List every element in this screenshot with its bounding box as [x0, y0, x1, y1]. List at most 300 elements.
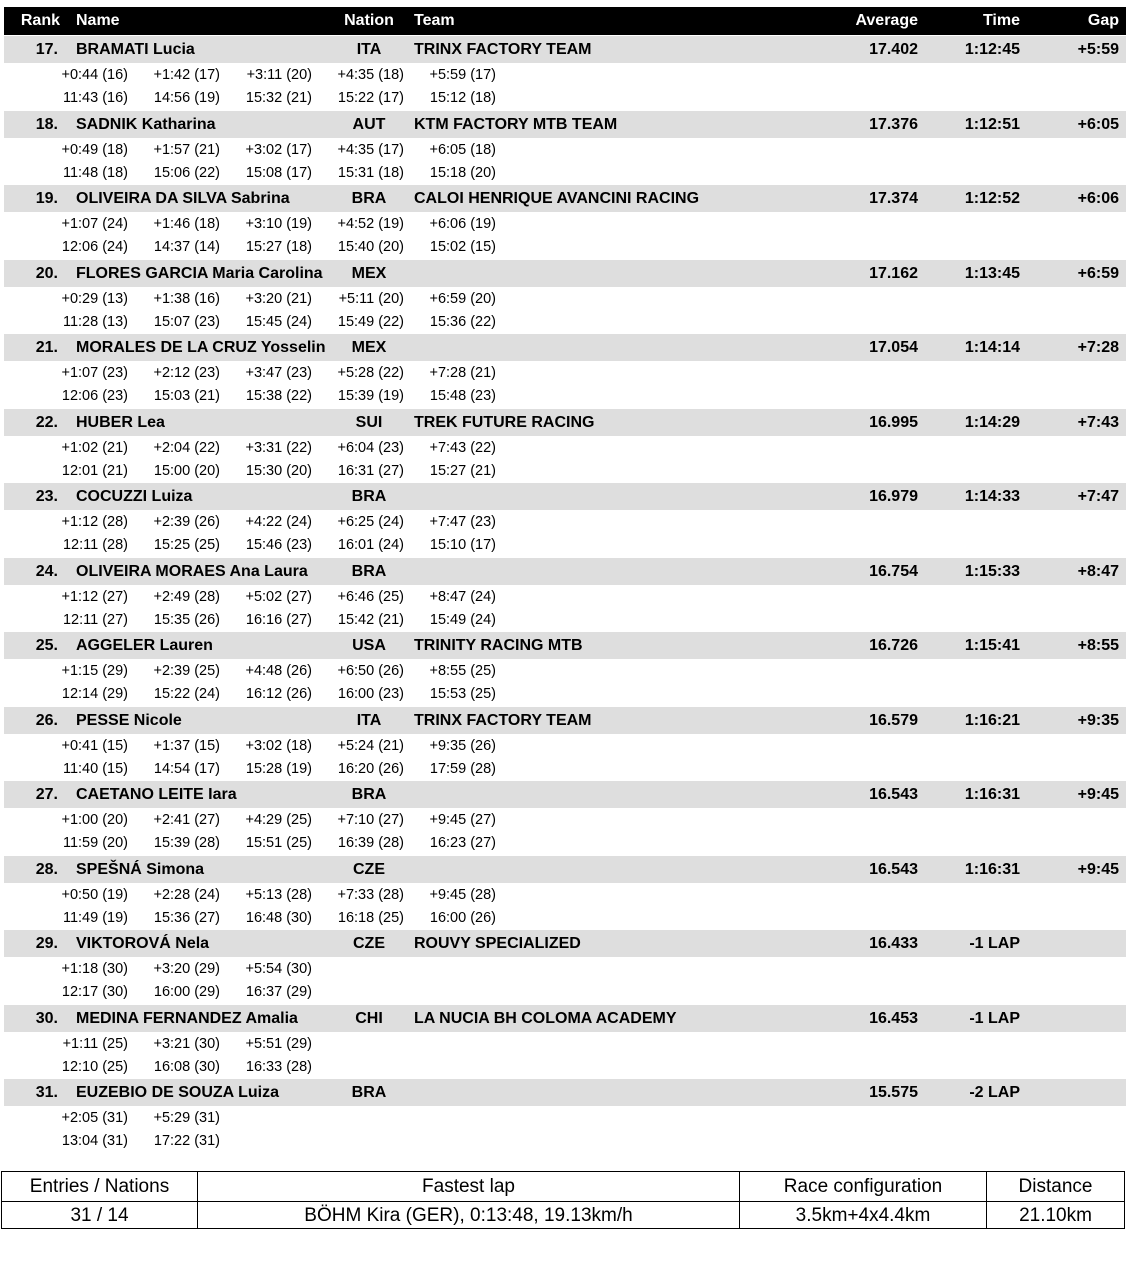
rider-rank: 28.: [35, 860, 58, 878]
split-gap: +3:10 (19): [245, 216, 312, 232]
rider-block: [4, 185, 1126, 259]
rider-name: HUBER Lea: [76, 413, 165, 431]
split-gap: +4:22 (24): [245, 514, 312, 530]
split-lap: 11:48 (18): [62, 164, 128, 181]
split-gap-row: [4, 65, 1126, 87]
split-gap: +1:07 (23): [61, 365, 128, 381]
rider-block: [4, 781, 1126, 855]
split-gap: +9:35 (26): [429, 737, 496, 754]
split-lap: 16:00 (26): [429, 909, 496, 926]
split-gap: +5:54 (30): [245, 961, 312, 977]
split-gap: +4:35 (18): [337, 67, 404, 83]
split-lap: 16:48 (30): [245, 909, 312, 926]
split-gap: +3:47 (23): [245, 365, 312, 381]
split-gap: +8:55 (25): [429, 663, 496, 679]
split-lap-row: [4, 535, 1126, 557]
rider-name: OLIVEIRA MORAES Ana Laura: [76, 562, 308, 580]
split-lap: 12:10 (25): [61, 1058, 128, 1075]
rider-average: 16.726: [869, 637, 918, 654]
split-gap: +2:28 (24): [153, 886, 220, 903]
split-lap-row: [4, 610, 1126, 632]
rider-nation: CZE: [353, 860, 385, 878]
rider-average: 16.433: [869, 935, 918, 952]
rider-rank: 29.: [35, 935, 58, 952]
split-gap-row: [4, 1108, 1126, 1130]
split-gap: +5:24 (21): [337, 737, 404, 754]
split-lap: 15:36 (27): [153, 909, 220, 926]
split-lap: 12:17 (30): [61, 984, 128, 1000]
rider-average: 17.162: [869, 264, 918, 282]
split-gap: +6:05 (18): [429, 141, 496, 158]
split-gap: +7:28 (21): [429, 365, 496, 381]
split-lap: 16:08 (30): [153, 1058, 220, 1075]
race-summary: [1, 1171, 1125, 1229]
rider-rank: 24.: [35, 562, 58, 580]
split-lap: 15:35 (26): [153, 611, 220, 628]
rider-gap: +5:59: [1077, 41, 1119, 58]
rider-average: 17.054: [869, 339, 918, 356]
distance-value: 21.10km: [1019, 1205, 1092, 1226]
split-gap: +4:35 (17): [337, 141, 404, 158]
split-lap: 15:36 (22): [429, 313, 496, 330]
split-gap: +6:50 (26): [337, 663, 404, 679]
rider-name: COCUZZI Luiza: [76, 488, 193, 505]
rider-block: [4, 111, 1126, 185]
rider-block: [4, 1005, 1126, 1079]
header-average: Average: [855, 12, 918, 29]
split-lap-row: [4, 833, 1126, 855]
split-lap: 12:11 (27): [62, 611, 128, 628]
rider-name: PESSE Nicole: [76, 711, 182, 729]
rider-average: 16.754: [869, 562, 918, 580]
split-lap: 15:07 (23): [153, 313, 220, 330]
split-gap: +7:10 (27): [337, 812, 404, 828]
rider-average: 16.543: [869, 860, 918, 878]
split-lap: 16:12 (26): [245, 686, 312, 702]
split-gap: +2:39 (26): [153, 514, 220, 530]
rider-team: TRINITY RACING MTB: [414, 637, 583, 654]
entries-label: Entries / Nations: [29, 1176, 170, 1197]
split-gap: +1:11 (25): [62, 1035, 128, 1052]
rider-nation: SUI: [355, 413, 383, 431]
split-gap: +8:47 (24): [429, 588, 496, 605]
split-lap-row: [4, 312, 1126, 334]
rider-rank: 31.: [35, 1084, 58, 1101]
table-row: [4, 409, 1126, 436]
rider-average: 17.402: [869, 41, 918, 58]
split-gap: +3:21 (30): [153, 1035, 220, 1052]
split-lap-row: [4, 1057, 1126, 1079]
rider-name: AGGELER Lauren: [76, 637, 213, 654]
split-lap: 15:42 (21): [337, 611, 404, 628]
rider-gap: +9:45: [1077, 860, 1119, 878]
rider-name: SPEŠNÁ Simona: [76, 860, 205, 878]
split-gap: +1:02 (21): [61, 439, 128, 456]
rider-block: [4, 409, 1126, 483]
rider-name: FLORES GARCIA Maria Carolina: [76, 264, 323, 282]
split-gap-row: [4, 661, 1126, 683]
split-gap: +5:13 (28): [245, 886, 312, 903]
split-lap-row: [4, 1131, 1126, 1153]
header-time: Time: [982, 12, 1020, 29]
header-nation: Nation: [344, 12, 394, 29]
split-gap: +0:29 (13): [61, 290, 128, 307]
split-gap: +3:02 (18): [245, 737, 312, 754]
rider-name: VIKTOROVÁ Nela: [76, 935, 210, 952]
split-gap-row: [4, 512, 1126, 534]
split-gap: +1:42 (17): [153, 67, 220, 83]
split-lap: 15:03 (21): [153, 388, 220, 404]
rider-name: MORALES DE LA CRUZ Yosselin: [76, 339, 326, 356]
split-lap: 15:02 (15): [429, 239, 496, 255]
rider-gap: +7:28: [1077, 339, 1119, 356]
split-gap: +1:15 (29): [61, 663, 128, 679]
rider-time: 1:14:29: [964, 413, 1020, 431]
split-lap: 17:59 (28): [429, 760, 496, 777]
split-gap: +0:44 (16): [61, 67, 128, 83]
header-name: Name: [76, 12, 120, 29]
split-gap: +1:57 (21): [153, 141, 220, 158]
table-row: [4, 185, 1126, 212]
fastest-lap-label: Fastest lap: [422, 1176, 515, 1197]
rider-nation: BRA: [351, 1084, 387, 1101]
split-gap: +0:41 (15): [61, 737, 128, 754]
rider-time: 1:13:45: [964, 264, 1020, 282]
rider-average: 15.575: [869, 1084, 918, 1101]
split-gap: +4:48 (26): [245, 663, 312, 679]
split-lap: 16:00 (29): [153, 984, 220, 1000]
rider-time: 1:16:31: [964, 786, 1020, 803]
rider-time: 1:12:52: [964, 190, 1020, 207]
split-gap: +7:47 (23): [429, 514, 496, 530]
table-row: [4, 36, 1126, 63]
rider-time: -1 LAP: [969, 935, 1020, 952]
split-gap-row: [4, 885, 1126, 907]
rider-nation: BRA: [351, 190, 387, 207]
rider-nation: MEX: [351, 339, 387, 356]
split-lap: 15:40 (20): [337, 239, 404, 255]
rider-average: 17.374: [869, 190, 918, 207]
fastest-lap-value: BÖHM Kira (GER), 0:13:48, 19.13km/h: [304, 1205, 633, 1226]
split-gap: +1:46 (18): [153, 216, 220, 232]
split-gap: +4:29 (25): [245, 812, 312, 828]
table-row: [4, 1005, 1126, 1032]
rider-rank: 25.: [35, 637, 58, 654]
table-row: [4, 707, 1126, 734]
rider-average: 16.979: [869, 488, 918, 505]
split-gap-row: [4, 214, 1126, 236]
rider-nation: ITA: [356, 711, 382, 729]
header-team: Team: [414, 12, 455, 29]
rider-team: TRINX FACTORY TEAM: [414, 711, 592, 729]
split-gap: +6:46 (25): [337, 588, 404, 605]
rider-average: 16.543: [869, 786, 918, 803]
split-gap: +9:45 (28): [429, 886, 496, 903]
split-lap: 15:28 (19): [245, 760, 312, 777]
split-gap: +5:51 (29): [245, 1035, 312, 1052]
rider-gap: +6:05: [1077, 115, 1119, 133]
rider-name: MEDINA FERNANDEZ Amalia: [76, 1009, 298, 1027]
table-row: [4, 558, 1126, 585]
rider-block: [4, 558, 1126, 632]
rider-nation: ITA: [356, 41, 382, 58]
split-lap: 11:40 (15): [62, 760, 128, 777]
rider-rank: 18.: [35, 115, 58, 133]
rider-rank: 30.: [35, 1009, 58, 1027]
split-lap: 12:14 (29): [61, 686, 128, 702]
rider-rank: 20.: [35, 264, 58, 282]
split-lap: 15:30 (20): [245, 462, 312, 479]
split-gap: +1:07 (24): [61, 216, 128, 232]
split-lap: 16:37 (29): [245, 984, 312, 1000]
split-lap: 16:16 (27): [245, 611, 312, 628]
rider-gap: +9:45: [1077, 786, 1119, 803]
split-gap: +7:33 (28): [337, 886, 404, 903]
split-lap: 15:25 (25): [153, 537, 220, 553]
rider-team: TRINX FACTORY TEAM: [414, 41, 592, 58]
split-lap-row: [4, 163, 1126, 185]
rider-rank: 26.: [35, 711, 58, 729]
rider-rank: 23.: [35, 488, 58, 505]
split-lap: 15:45 (24): [245, 313, 312, 330]
split-lap: 15:08 (17): [245, 164, 312, 181]
split-gap: +6:06 (19): [429, 216, 496, 232]
rider-nation: CZE: [353, 935, 385, 952]
split-gap: +5:02 (27): [245, 588, 312, 605]
rider-gap: +8:55: [1077, 637, 1119, 654]
split-gap: +2:12 (23): [153, 365, 220, 381]
split-gap: +1:38 (16): [153, 290, 220, 307]
rider-time: 1:15:33: [964, 562, 1020, 580]
split-lap: 12:06 (24): [61, 239, 128, 255]
split-gap: +5:11 (20): [338, 290, 404, 307]
split-gap: +0:49 (18): [61, 141, 128, 158]
race-config-label: Race configuration: [783, 1176, 943, 1197]
split-lap: 15:22 (17): [337, 90, 404, 106]
split-gap-row: [4, 140, 1126, 162]
split-lap: 16:01 (24): [337, 537, 404, 553]
summary-entries: [2, 1172, 197, 1228]
split-lap-row: [4, 908, 1126, 930]
split-lap: 15:39 (28): [153, 835, 220, 851]
split-gap: +2:39 (25): [153, 663, 220, 679]
rider-team: TREK FUTURE RACING: [414, 413, 595, 431]
rider-team: CALOI HENRIQUE AVANCINI RACING: [414, 190, 700, 207]
split-lap: 12:06 (23): [61, 388, 128, 404]
split-lap: 15:12 (18): [429, 90, 496, 106]
rider-gap: +9:35: [1077, 711, 1119, 729]
split-lap: 15:06 (22): [153, 164, 220, 181]
split-lap: 16:23 (27): [429, 835, 496, 851]
table-row: [4, 781, 1126, 808]
table-row: [4, 111, 1126, 138]
rider-block: [4, 632, 1126, 706]
header-rank: Rank: [20, 12, 60, 29]
rider-nation: BRA: [351, 488, 387, 505]
rider-average: 17.376: [869, 115, 918, 133]
split-lap: 15:38 (22): [245, 388, 312, 404]
table-row: [4, 930, 1126, 957]
split-lap-row: [4, 88, 1126, 110]
split-gap: +5:29 (31): [153, 1110, 220, 1126]
split-gap: +3:20 (21): [245, 290, 312, 307]
distance-label: Distance: [1018, 1176, 1093, 1197]
split-gap: +1:12 (27): [61, 588, 128, 605]
split-lap: 15:27 (21): [429, 462, 496, 479]
split-gap: +6:04 (23): [337, 439, 404, 456]
split-lap: 16:18 (25): [337, 909, 404, 926]
entries-value: 31 / 14: [70, 1205, 129, 1226]
split-lap: 15:46 (23): [245, 537, 312, 553]
rider-nation: CHI: [355, 1009, 383, 1027]
split-lap: 16:39 (28): [337, 835, 404, 851]
split-gap-row: [4, 587, 1126, 609]
split-lap: 15:32 (21): [245, 90, 312, 106]
split-gap-row: [4, 289, 1126, 311]
rider-name: EUZEBIO DE SOUZA Luiza: [76, 1084, 279, 1101]
rider-gap: +7:47: [1077, 488, 1119, 505]
table-row: [4, 1079, 1126, 1106]
rider-block: [4, 1079, 1126, 1153]
split-lap: 12:11 (28): [62, 537, 128, 553]
rider-nation: BRA: [351, 786, 387, 803]
split-lap: 14:56 (19): [153, 90, 220, 106]
split-gap: +5:28 (22): [337, 365, 404, 381]
rider-nation: USA: [352, 637, 386, 654]
rider-block: [4, 483, 1126, 557]
rider-team: ROUVY SPECIALIZED: [414, 935, 581, 952]
split-gap: +1:00 (20): [61, 812, 128, 828]
split-gap: +2:05 (31): [61, 1110, 128, 1126]
rider-name: SADNIK Katharina: [76, 115, 216, 133]
split-lap: 16:33 (28): [245, 1058, 312, 1075]
split-lap: 11:28 (13): [62, 313, 128, 330]
rider-block: [4, 334, 1126, 408]
rider-gap: +7:43: [1077, 413, 1119, 431]
split-gap: +0:50 (19): [61, 886, 128, 903]
split-gap-row: [4, 438, 1126, 460]
split-gap: +6:59 (20): [429, 290, 496, 307]
split-gap: +3:11 (20): [246, 67, 312, 83]
rider-team: KTM FACTORY MTB TEAM: [414, 115, 618, 133]
split-gap: +1:12 (28): [61, 514, 128, 530]
split-lap-row: [4, 982, 1126, 1004]
split-lap: 15:00 (20): [153, 462, 220, 479]
summary-fastest-lap: [197, 1172, 739, 1228]
race-config-value: 3.5km+4x4.4km: [795, 1205, 931, 1226]
rider-gap: +6:06: [1077, 190, 1119, 207]
rider-time: 1:15:41: [964, 637, 1020, 654]
split-gap: +7:43 (22): [429, 439, 496, 456]
rider-time: 1:12:51: [964, 115, 1020, 133]
split-lap: 15:51 (25): [245, 835, 312, 851]
rider-rank: 19.: [35, 190, 58, 207]
split-gap: +5:59 (17): [429, 67, 496, 83]
split-gap: +2:49 (28): [153, 588, 220, 605]
split-gap: +1:18 (30): [61, 961, 128, 977]
split-lap: 15:22 (24): [153, 686, 220, 702]
rider-average: 16.995: [869, 413, 918, 431]
split-gap-row: [4, 810, 1126, 832]
rider-time: 1:16:21: [964, 711, 1020, 729]
rider-block: [4, 707, 1126, 781]
split-lap: 15:10 (17): [429, 537, 496, 553]
split-lap: 16:31 (27): [337, 462, 404, 479]
split-lap: 14:54 (17): [153, 760, 220, 777]
split-lap: 16:00 (23): [337, 686, 404, 702]
rider-rank: 22.: [35, 413, 58, 431]
header-gap: Gap: [1087, 12, 1119, 29]
split-lap: 15:39 (19): [337, 388, 404, 404]
split-lap: 11:59 (20): [62, 835, 128, 851]
rider-block: [4, 930, 1126, 1004]
split-lap: 16:20 (26): [337, 760, 404, 777]
rider-team: LA NUCIA BH COLOMA ACADEMY: [414, 1009, 677, 1027]
rider-name: OLIVEIRA DA SILVA Sabrina: [76, 190, 290, 207]
split-gap: +4:52 (19): [337, 216, 404, 232]
split-lap: 15:18 (20): [429, 164, 496, 181]
table-row: [4, 260, 1126, 287]
rider-block: [4, 260, 1126, 334]
rider-name: BRAMATI Lucia: [76, 41, 195, 58]
rider-average: 16.579: [869, 711, 918, 729]
split-gap-row: [4, 959, 1126, 981]
split-gap: +2:41 (27): [153, 812, 220, 828]
split-lap: 14:37 (14): [153, 239, 220, 255]
split-lap: 15:53 (25): [429, 686, 496, 702]
split-gap: +3:02 (17): [245, 141, 312, 158]
split-lap: 15:27 (18): [245, 239, 312, 255]
rider-time: 1:16:31: [964, 860, 1020, 878]
split-gap: +2:04 (22): [153, 439, 220, 456]
rider-time: 1:14:14: [964, 339, 1020, 356]
rider-time: -2 LAP: [969, 1084, 1020, 1101]
table-row: [4, 856, 1126, 883]
rider-gap: +6:59: [1077, 264, 1119, 282]
table-row: [4, 483, 1126, 510]
split-gap: +9:45 (27): [429, 812, 496, 828]
summary-distance: [986, 1172, 1124, 1228]
split-lap: 17:22 (31): [153, 1133, 220, 1149]
split-lap-row: [4, 461, 1126, 483]
split-lap-row: [4, 237, 1126, 259]
split-lap: 15:48 (23): [429, 388, 496, 404]
rider-nation: MEX: [351, 264, 387, 282]
split-gap-row: [4, 1034, 1126, 1056]
split-gap-row: [4, 363, 1126, 385]
split-gap: +6:25 (24): [337, 514, 404, 530]
split-lap: 11:49 (19): [62, 909, 128, 926]
split-lap: 11:43 (16): [62, 90, 128, 106]
rider-nation: BRA: [351, 562, 387, 580]
split-lap: 12:01 (21): [61, 462, 128, 479]
rider-block: [4, 856, 1126, 930]
rider-nation: AUT: [352, 115, 386, 133]
split-gap: +1:37 (15): [153, 737, 220, 754]
rider-time: 1:14:33: [964, 488, 1020, 505]
split-gap: +3:20 (29): [153, 961, 220, 977]
split-gap: +3:31 (22): [245, 439, 312, 456]
rider-block: [4, 36, 1126, 110]
split-lap-row: [4, 684, 1126, 706]
split-lap-row: [4, 759, 1126, 781]
rider-time: -1 LAP: [969, 1009, 1020, 1027]
split-lap: 15:31 (18): [337, 164, 404, 181]
rider-time: 1:12:45: [964, 41, 1020, 58]
table-row: [4, 334, 1126, 361]
split-lap: 15:49 (24): [429, 611, 496, 628]
rider-rank: 27.: [35, 786, 58, 803]
